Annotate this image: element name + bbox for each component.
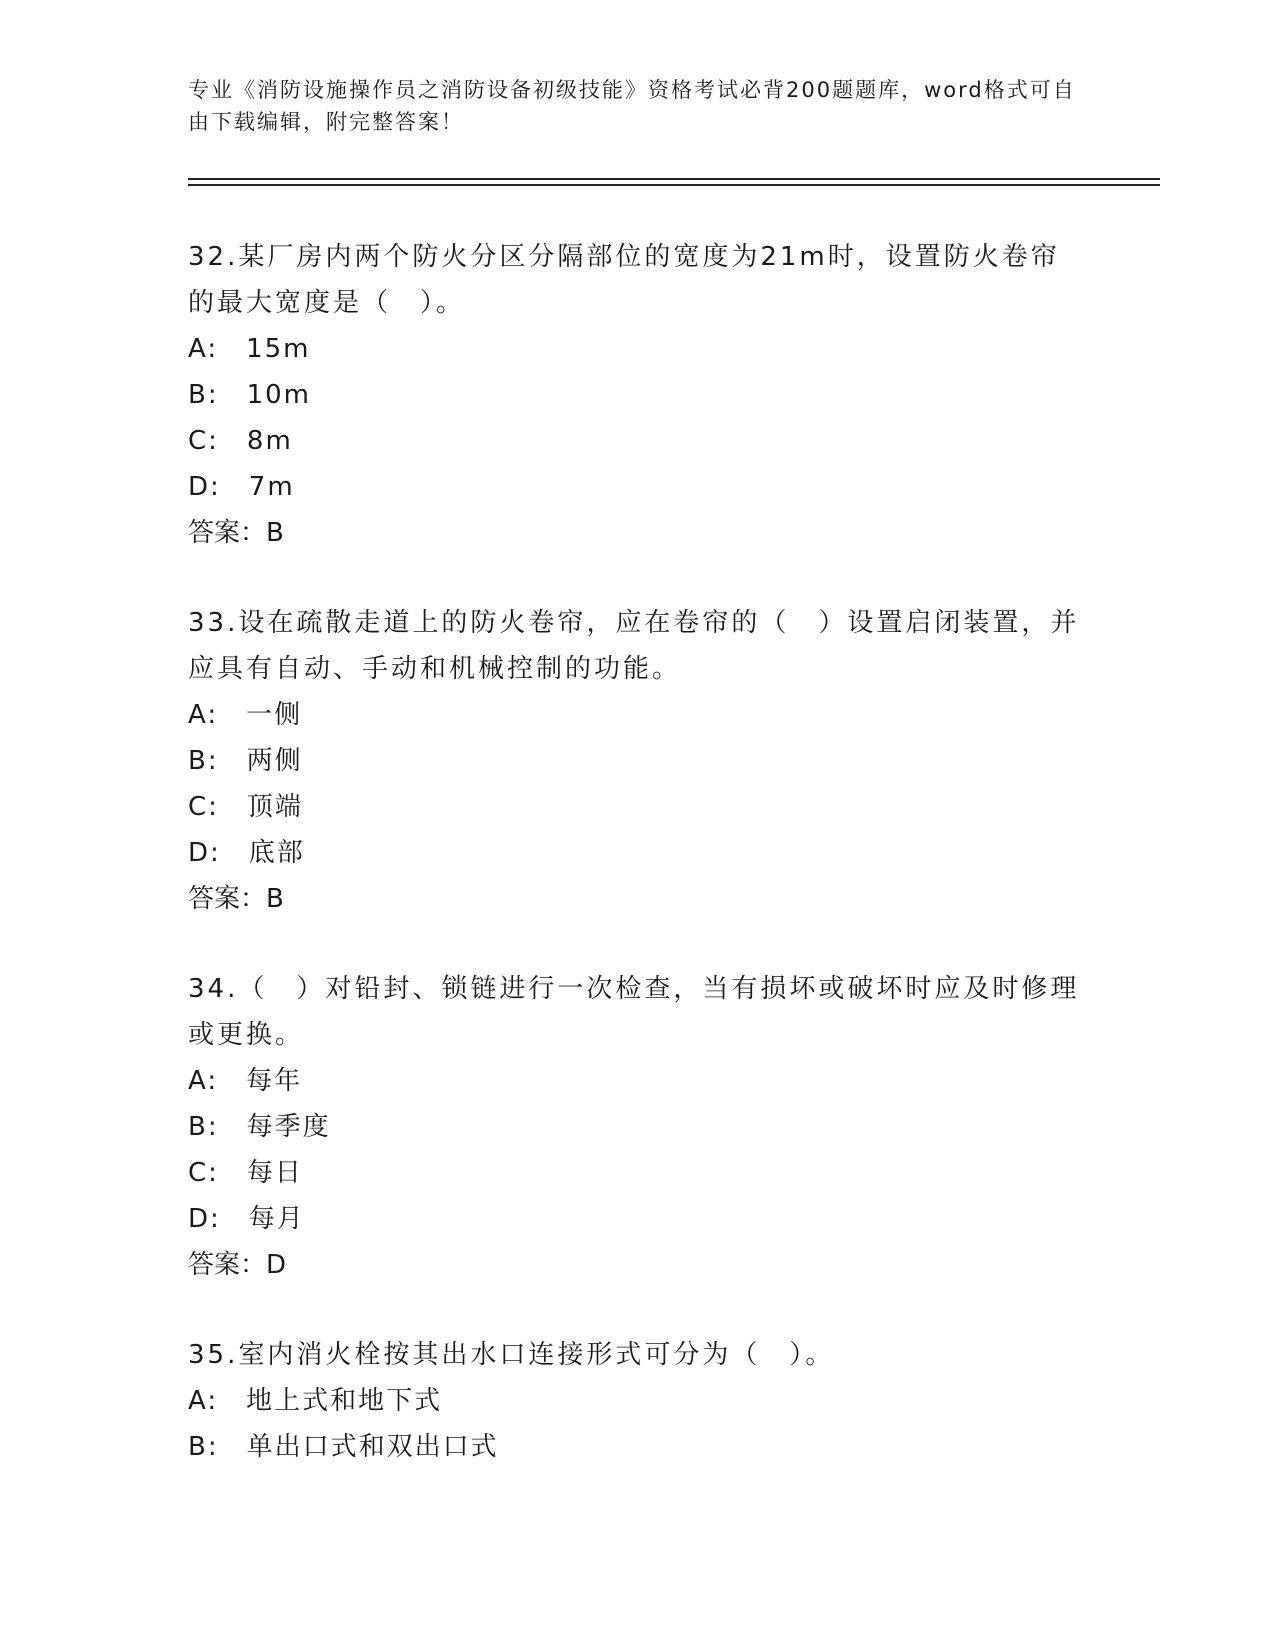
option-b: B: 单出口式和双出口式 <box>188 1432 499 1462</box>
question-32 <box>188 234 1088 556</box>
option-a: A: 15m <box>188 334 311 364</box>
question-stem: 35.室内消火栓按其出水口连接形式可分为（ ）。 <box>188 1340 835 1370</box>
option-a: A: 每年 <box>188 1066 303 1096</box>
header-intro-text: 专业《消防设施操作员之消防设备初级技能》资格考试必背200题题库，word格式可自由下载编辑，附完整答案！ <box>188 78 1076 134</box>
option-b: B: 两侧 <box>188 746 303 776</box>
question-33 <box>188 600 1088 922</box>
option-a: A: 地上式和地下式 <box>188 1386 443 1416</box>
option-c: C: 顶端 <box>188 792 303 822</box>
answer-text: 答案：D <box>188 1250 287 1280</box>
option-b: B: 10m <box>188 380 312 410</box>
document-header <box>188 74 1088 138</box>
question-stem: 33.设在疏散走道上的防火卷帘，应在卷帘的（ ）设置启闭装置，并应具有自动、手动和机械控制的功能。 <box>188 608 1080 684</box>
option-b: B: 每季度 <box>188 1112 331 1142</box>
option-c: C: 8m <box>188 426 293 456</box>
option-d: D: 底部 <box>188 838 305 868</box>
question-stem: 34.（ ）对铅封、锁链进行一次检查，当有损坏或破坏时应及时修理或更换。 <box>188 974 1080 1050</box>
option-a: A: 一侧 <box>188 700 303 730</box>
question-35 <box>188 1332 1088 1470</box>
header-divider-bottom <box>188 184 1160 186</box>
answer-text: 答案：B <box>188 518 284 548</box>
option-c: C: 每日 <box>188 1158 303 1188</box>
header-divider-top <box>188 178 1160 180</box>
option-d: D: 7m <box>188 472 295 502</box>
option-d: D: 每月 <box>188 1204 305 1234</box>
question-stem: 32.某厂房内两个防火分区分隔部位的宽度为21m时，设置防火卷帘的最大宽度是（ ）。 <box>188 242 1060 318</box>
question-34 <box>188 966 1088 1288</box>
answer-text: 答案：B <box>188 884 284 914</box>
